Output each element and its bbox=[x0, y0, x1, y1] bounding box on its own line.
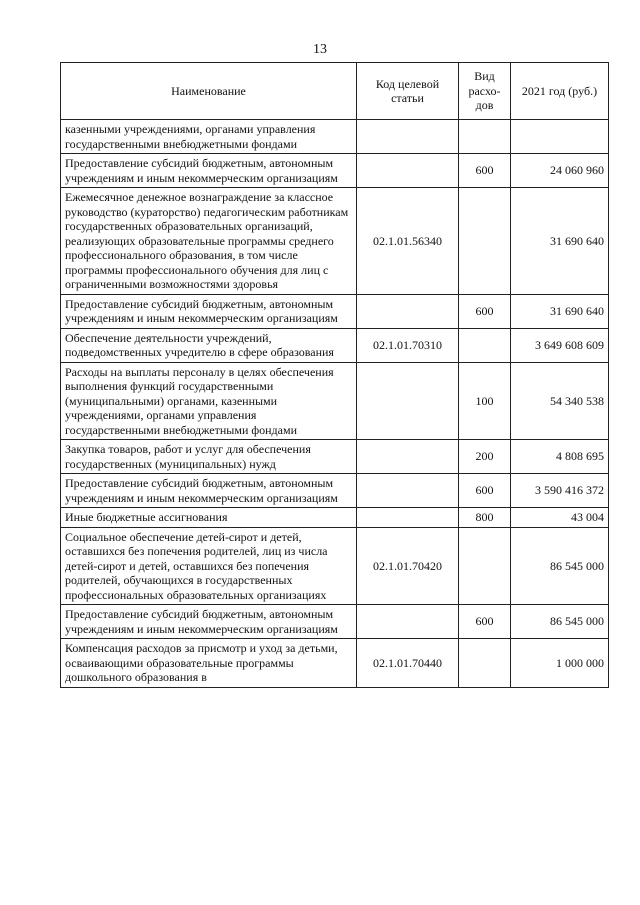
row-kind: 600 bbox=[459, 154, 511, 188]
row-kind: 800 bbox=[459, 508, 511, 528]
row-kind bbox=[459, 639, 511, 688]
row-kind: 200 bbox=[459, 440, 511, 474]
table-row bbox=[61, 188, 609, 295]
header-kind: Вид расхо-дов bbox=[459, 63, 511, 120]
row-code bbox=[357, 154, 459, 188]
row-kind: 600 bbox=[459, 605, 511, 639]
table-header-row bbox=[61, 63, 609, 120]
row-amount: 86 545 000 bbox=[511, 605, 609, 639]
row-name: Предоставление субсидий бюджетным, автономным учреждениям и иным некоммерческим организациям bbox=[61, 154, 357, 188]
row-name: Компенсация расходов за присмотр и уход за детьми, осваивающими образовательные программы дошкольного образования в bbox=[61, 639, 357, 688]
table-row bbox=[61, 605, 609, 639]
row-name: Иные бюджетные ассигнования bbox=[61, 508, 357, 528]
row-amount bbox=[511, 120, 609, 154]
row-code bbox=[357, 294, 459, 328]
table-row bbox=[61, 154, 609, 188]
row-name: казенными учреждениями, органами управления государственными внебюджетными фондами bbox=[61, 120, 357, 154]
table-row bbox=[61, 294, 609, 328]
row-amount: 1 000 000 bbox=[511, 639, 609, 688]
row-kind bbox=[459, 328, 511, 362]
table-row bbox=[61, 474, 609, 508]
row-code: 02.1.01.70310 bbox=[357, 328, 459, 362]
row-code bbox=[357, 362, 459, 440]
row-amount: 54 340 538 bbox=[511, 362, 609, 440]
row-code bbox=[357, 605, 459, 639]
row-code: 02.1.01.70420 bbox=[357, 527, 459, 605]
header-name: Наименование bbox=[61, 63, 357, 120]
row-amount: 3 590 416 372 bbox=[511, 474, 609, 508]
row-kind bbox=[459, 527, 511, 605]
table-row bbox=[61, 328, 609, 362]
row-code: 02.1.01.70440 bbox=[357, 639, 459, 688]
header-amount: 2021 год (руб.) bbox=[511, 63, 609, 120]
row-kind: 600 bbox=[459, 474, 511, 508]
row-kind bbox=[459, 188, 511, 295]
header-code: Код целевой статьи bbox=[357, 63, 459, 120]
row-code bbox=[357, 508, 459, 528]
row-name: Предоставление субсидий бюджетным, автономным учреждениям и иным некоммерческим организациям bbox=[61, 474, 357, 508]
budget-table bbox=[60, 62, 609, 688]
row-amount: 31 690 640 bbox=[511, 188, 609, 295]
row-amount: 24 060 960 bbox=[511, 154, 609, 188]
row-code bbox=[357, 440, 459, 474]
table-row bbox=[61, 508, 609, 528]
row-code bbox=[357, 474, 459, 508]
table-row bbox=[61, 527, 609, 605]
row-amount: 86 545 000 bbox=[511, 527, 609, 605]
row-name: Обеспечение деятельности учреждений, подведомственных учредителю в сфере образования bbox=[61, 328, 357, 362]
row-kind: 600 bbox=[459, 294, 511, 328]
row-code bbox=[357, 120, 459, 154]
row-kind: 100 bbox=[459, 362, 511, 440]
row-code: 02.1.01.56340 bbox=[357, 188, 459, 295]
table-row bbox=[61, 362, 609, 440]
row-name: Предоставление субсидий бюджетным, автономным учреждениям и иным некоммерческим организациям bbox=[61, 605, 357, 639]
row-name: Социальное обеспечение детей-сирот и детей, оставшихся без попечения родителей, лиц из числа детей-сирот и детей, оставшихся без попечения родителей, обучающихся в государственных профессиональных образовательных организациях bbox=[61, 527, 357, 605]
row-kind bbox=[459, 120, 511, 154]
table-row bbox=[61, 440, 609, 474]
row-amount: 3 649 608 609 bbox=[511, 328, 609, 362]
row-amount: 4 808 695 bbox=[511, 440, 609, 474]
row-name: Ежемесячное денежное вознаграждение за классное руководство (кураторство) педагогическим работникам государственных образовательных организаций, реализующих образовательные программы среднего профессионального образования, в том числе программы профессионального обучения для лиц с ограниченными возможностями здоровья bbox=[61, 188, 357, 295]
row-name: Расходы на выплаты персоналу в целях обеспечения выполнения функций государственными (муниципальными) органами, казенными учреждениями, органами управления государственными внебюджетными фондами bbox=[61, 362, 357, 440]
row-amount: 43 004 bbox=[511, 508, 609, 528]
page-number: 13 bbox=[313, 42, 327, 57]
table-row bbox=[61, 120, 609, 154]
row-name: Закупка товаров, работ и услуг для обеспечения государственных (муниципальных) нужд bbox=[61, 440, 357, 474]
table-row bbox=[61, 639, 609, 688]
row-amount: 31 690 640 bbox=[511, 294, 609, 328]
row-name: Предоставление субсидий бюджетным, автономным учреждениям и иным некоммерческим организациям bbox=[61, 294, 357, 328]
